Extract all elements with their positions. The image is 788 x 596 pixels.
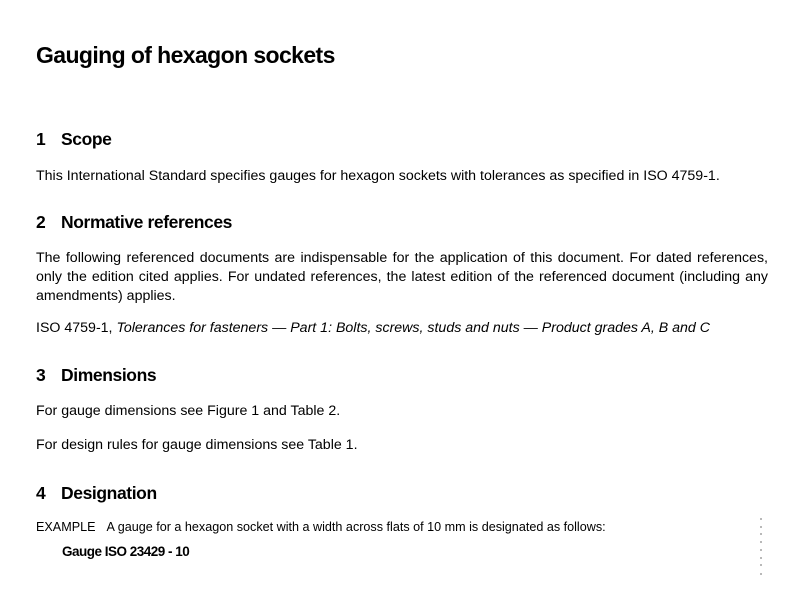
reference-code: ISO 4759-1, (36, 320, 113, 336)
scope-paragraph: This International Standard specifies gauges for hexagon sockets with tolerances as specified in ISO 4759-1. (36, 168, 720, 184)
section-heading-dimensions (36, 365, 156, 386)
section-number: 1 (36, 129, 46, 149)
section-title: Designation (61, 483, 157, 503)
dimensions-paragraph-figure: For gauge dimensions see Figure 1 and Table 2. (36, 403, 341, 419)
section-title: Normative references (61, 212, 232, 232)
section-title: Dimensions (61, 365, 157, 385)
section-heading-normative-references (36, 212, 232, 233)
example-label: EXAMPLE (36, 520, 96, 534)
normative-references-paragraph: The following referenced documents are indispensable for the application of this document. For dated references, only the edition cited applies. For undated references, the latest edition of the referenced document (including any amendments) applies. (36, 250, 768, 304)
reference-entry (36, 319, 768, 338)
dimensions-paragraph-design-rules: For design rules for gauge dimensions see Table 1. (36, 437, 358, 453)
example-text: A gauge for a hexagon socket with a width across flats of 10 mm is designated as follows: (106, 520, 606, 534)
document-title: Gauging of hexagon sockets (36, 42, 335, 68)
section-heading-scope (36, 129, 112, 150)
section-title: Scope (61, 129, 112, 149)
section-number: 3 (36, 365, 46, 385)
section-number: 2 (36, 212, 46, 232)
scan-artifact-marks (760, 516, 763, 580)
reference-title: Tolerances for fasteners — Part 1: Bolts, screws, studs and nuts — Product grades A, B and C (116, 320, 710, 336)
document-page (36, 0, 768, 596)
designation-code: Gauge ISO 23429 - 10 (62, 544, 190, 559)
designation-example (36, 518, 768, 537)
section-heading-designation (36, 483, 157, 504)
section-number: 4 (36, 483, 46, 503)
